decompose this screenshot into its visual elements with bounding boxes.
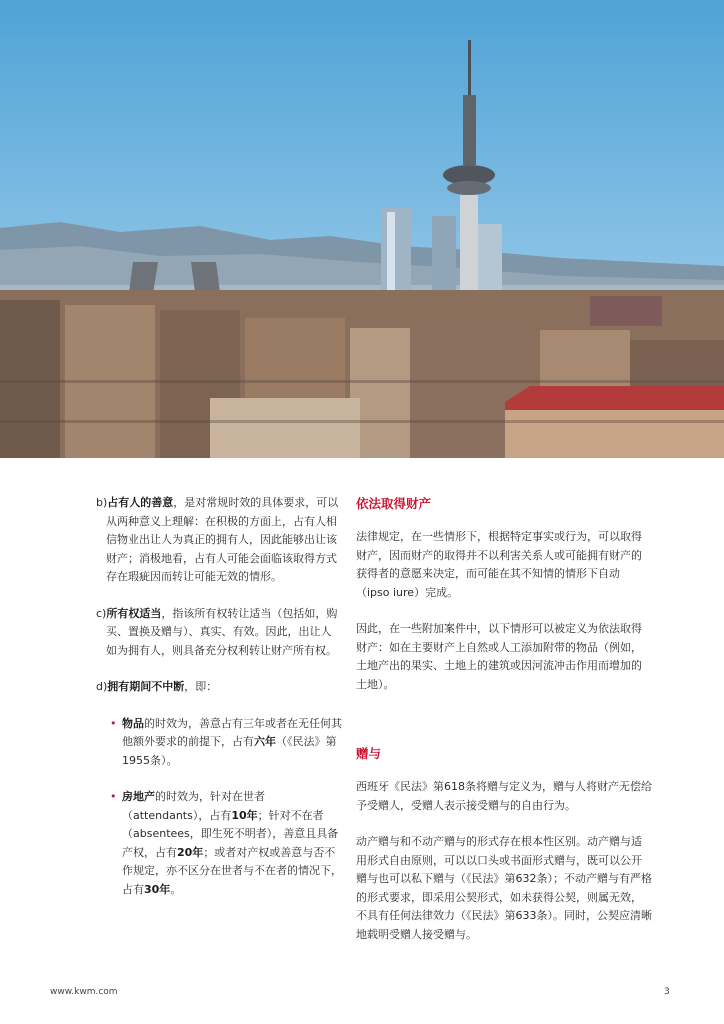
- bullet2-years-30: 30年: [144, 882, 171, 896]
- clause-d-prefix: d): [96, 680, 108, 693]
- bullet2-text-b: ；针对不在者（absentees，即生死不明者），善意且具备产权，占有: [122, 808, 339, 859]
- paragraph-legal-2: 因此，在一些附加案件中，以下情形可以被定义为依法取得财产：如在主要财产上自然或人工添加附带的物品（例如，土地产出的果实、土地上的建筑或因河流冲击作用而增加的土地）。: [356, 622, 642, 691]
- bullet-dot: •: [110, 790, 117, 803]
- bullet1-years: 六年: [254, 735, 276, 748]
- clause-c-heading: 所有权适当: [106, 606, 162, 620]
- clause-b: [96, 494, 342, 587]
- paragraph-donation-2: 动产赠与和不动产赠与的形式存在根本性区别。动产赠与适用形式自由原则，可以以口头或书面形式赠与，既可以公开赠与也可以私下赠与（《民法》第632条）；不动产赠与有严格的形式要求，即采用公契形式，如未获得公契，则属无效，不具有任何法律效力（《民法》第633条）。同时，公契应清晰地载明受赠人接受赠与。: [356, 835, 652, 941]
- bullet2-heading: 房地产: [122, 790, 155, 803]
- bullet2-text-c: ；或者对产权或善意与否不作规定，亦不区分在世者与不在者的情况下，占有: [122, 845, 342, 896]
- bullet2-text-d: 。: [170, 882, 182, 896]
- page-number: 3: [664, 987, 670, 997]
- section-title-legal-acquisition: 依法取得财产: [356, 496, 432, 511]
- bullet2-text-a: 的时效为，针对在世者（attendants），占有: [122, 790, 265, 822]
- clause-c: [96, 605, 342, 661]
- clause-d-text: ，即：: [184, 680, 218, 693]
- bullet2-years-10: 10年: [231, 808, 258, 822]
- section-title-donation: 赠与: [356, 746, 382, 761]
- bullet1-text-a: 的时效为，善意占有三年或者在无任何其他额外要求的前提下，占有: [122, 716, 342, 748]
- clause-c-text: ，指该所有权转让适当（包括如，购买、置换及赠与）、真实、有效。因此，出让人如为拥有人，则具备充分权利转让财产所有权。: [106, 606, 338, 657]
- bullet-realestate: [110, 788, 342, 899]
- paragraph-donation-1: 西班牙《民法》第618条将赠与定义为，赠与人将财产无偿给予受赠人，受赠人表示接受赠与的自由行为。: [356, 780, 652, 812]
- clause-b-heading: 占有人的善意: [107, 496, 174, 509]
- bullet1-text-b: （《民法》第1955条）。: [122, 735, 337, 767]
- clause-c-prefix: c): [96, 606, 107, 620]
- bullet1-heading: 物品: [122, 716, 144, 730]
- clause-b-text: ，是对常规时效的具体要求，可以从两种意义上理解：在积极的方面上，占有人相信物业出让人为真正的拥有人，因此能够出让该财产；消极地看，占有人可能会面临该取得方式存在瑕疵因而转让可能无效的情形。: [106, 496, 339, 583]
- footer-url[interactable]: www.kwm.com: [50, 987, 118, 997]
- clause-d-heading: 拥有期间不中断: [107, 680, 185, 693]
- bullet2-years-20: 20年: [177, 845, 204, 859]
- clause-d: [96, 678, 342, 697]
- madrid-skyline-illustration: [0, 0, 724, 458]
- bullet-dot: •: [110, 716, 117, 730]
- left-column: [96, 494, 342, 899]
- bullet-movable: [110, 715, 342, 771]
- right-column: [356, 494, 652, 944]
- clause-b-prefix: b): [96, 496, 108, 509]
- paragraph-legal-1: 法律规定，在一些情形下，根据特定事实或行为，可以取得财产，因而财产的取得并不以利害关系人或可能拥有财产的获得者的意愿来决定，而可能在其不知情的情形下自动（ipso iure）完成。: [356, 530, 642, 599]
- hero-image: [0, 0, 724, 458]
